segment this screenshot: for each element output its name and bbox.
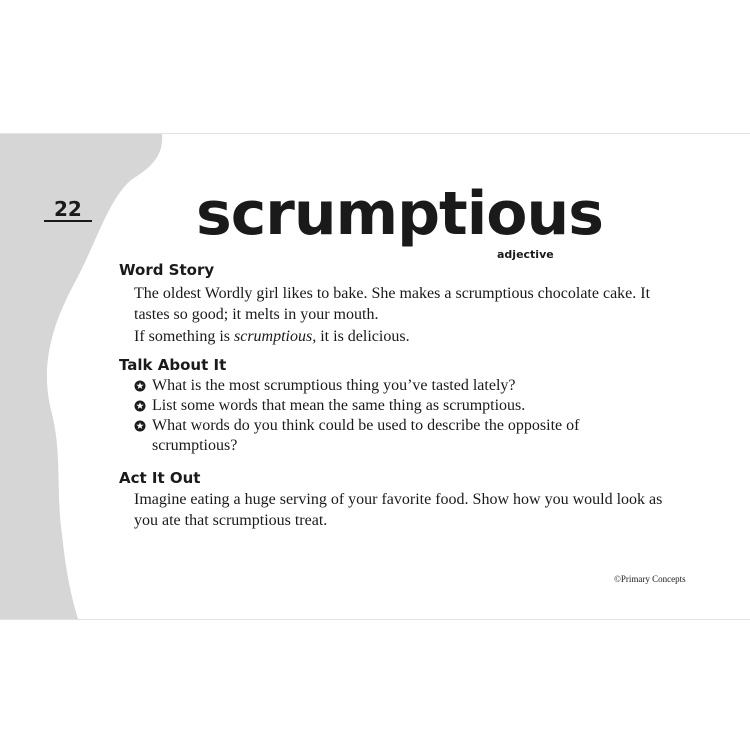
word-story-definition (134, 326, 679, 347)
star-circle-icon (134, 420, 146, 432)
list-item-text: What words do you think could be used to describe the opposite of scrumptious? (152, 417, 580, 454)
headword: scrumptious (196, 179, 603, 249)
star-circle-icon (134, 400, 146, 412)
definition-word: scrumptious, (234, 328, 317, 345)
definition-prefix: If something is (134, 328, 234, 345)
part-of-speech: adjective (497, 248, 554, 261)
vocabulary-card (0, 133, 750, 620)
list-item (134, 376, 679, 396)
word-story-text: The oldest Wordly girl likes to bake. She makes a scrumptious chocolate cake. It tastes so good; it melts in your mouth. (134, 285, 651, 323)
talk-about-it-heading: Talk About It (119, 356, 227, 374)
star-circle-icon (134, 380, 146, 392)
list-item-text: List some words that mean the same thing as scrumptious. (152, 397, 526, 414)
act-it-out-heading: Act It Out (119, 469, 201, 487)
list-item-text: What is the most scrumptious thing you’ve tasted lately? (152, 377, 516, 394)
card-number: 22 (44, 198, 92, 222)
list-item (134, 396, 679, 416)
copyright-notice: ©Primary Concepts (614, 574, 686, 584)
talk-about-it-list (134, 376, 679, 456)
act-it-out-text: Imagine eating a huge serving of your favorite food. Show how you would look as you ate that scrumptious treat. (134, 491, 663, 529)
word-story-heading: Word Story (119, 261, 215, 279)
definition-suffix: it is delicious. (316, 328, 410, 345)
list-item (134, 416, 679, 456)
